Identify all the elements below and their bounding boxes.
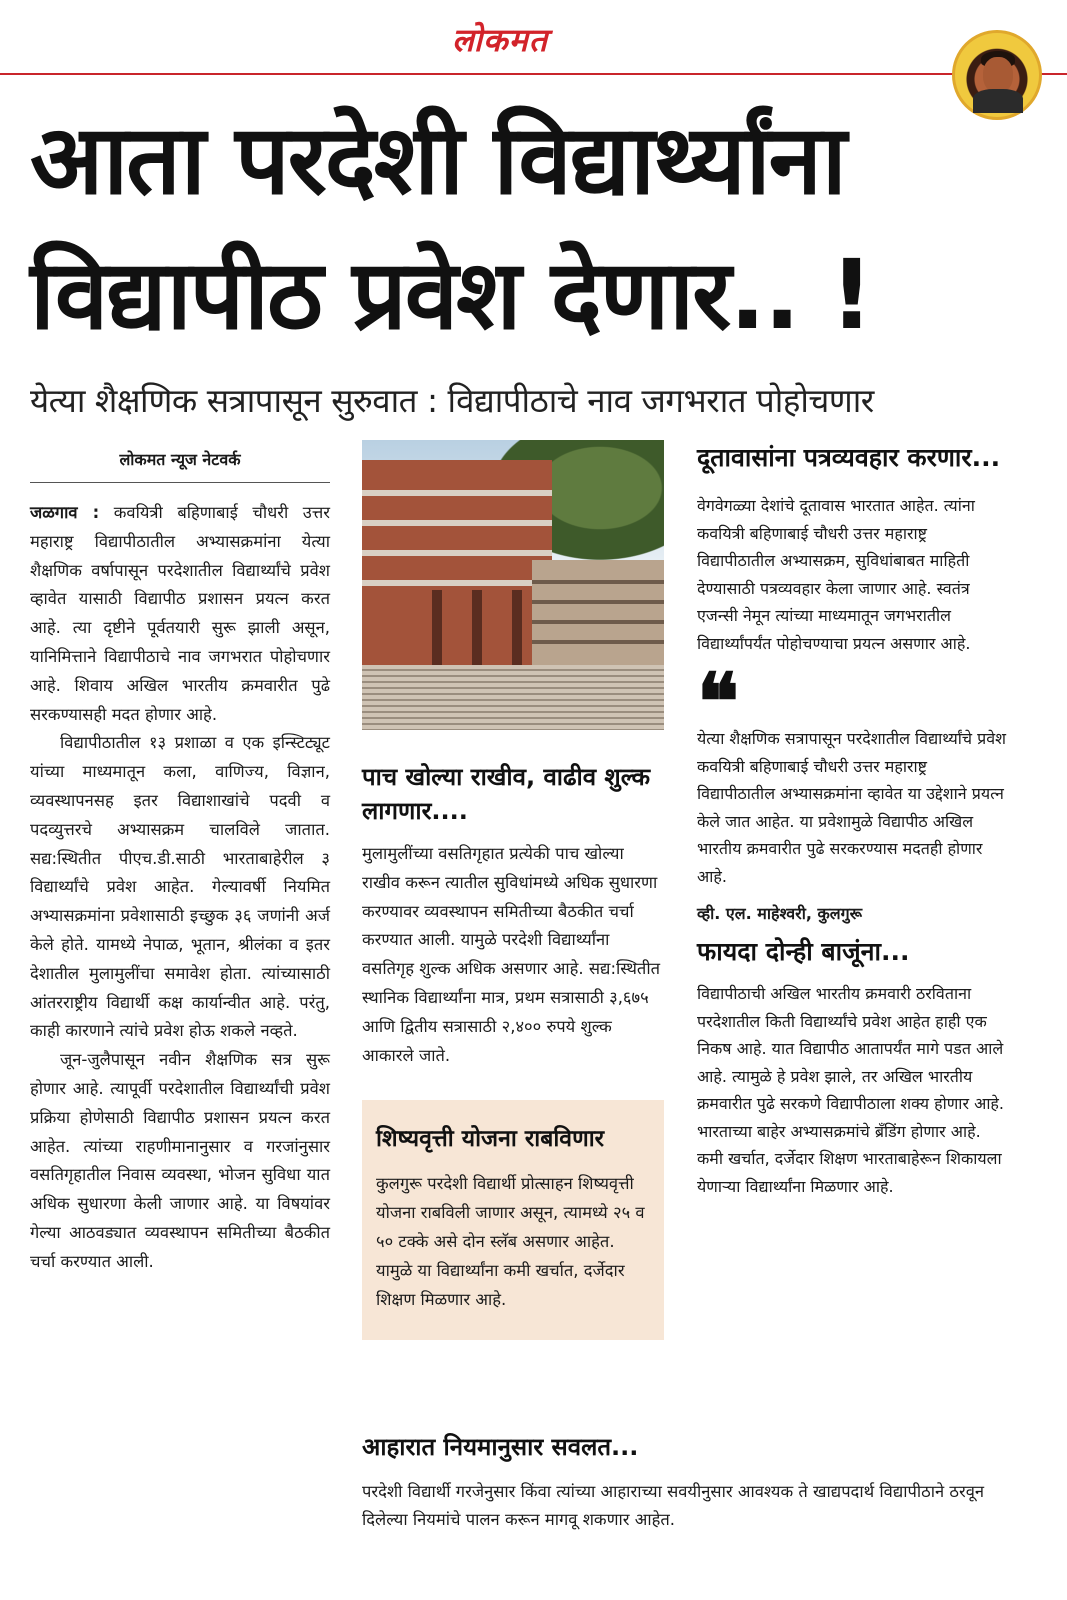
headline-line-1: आता परदेशी विद्यार्थ्यांना xyxy=(30,104,845,216)
byline: लोकमत न्यूज नेटवर्क xyxy=(30,448,330,483)
photo-steps xyxy=(362,665,664,730)
section-body-benefits: विद्यापीठाची अखिल भारतीय क्रमवारी ठरविताना परदेशातील किती विद्यार्थ्यांचे प्रवेश आहेत हाही एक निकष आहे. यात विद्यापीठ आतापर्यंत मागे पडत आले आहे. त्यामुळे हे प्रवेश झाले, तर अखिल भारतीय क्रमवारीत पुढे सरकणे विद्यापीठाला शक्य होणार आहे. भारताच्या बाहेर अभ्यासक्रमांचे ब्रॅंडिंग होणार आहे. कमी खर्चात, दर्जेदार शिक्षण भारताबाहेरून शिकायला येणाऱ्या विद्यार्थ्यांना मिळणार आहे. xyxy=(697,984,1005,1196)
newspaper-logo: लोकमत xyxy=(452,21,548,59)
photo-building xyxy=(362,460,552,670)
quote-author: व्ही. एल. माहेश्वरी, कुलगुरू xyxy=(697,904,863,923)
university-building-photo xyxy=(362,440,664,730)
quote-mark-icon: ❝ xyxy=(697,657,739,748)
section-title-rooms-fees: पाच खोल्या राखीव, वाढीव शुल्क लागणार.... xyxy=(362,763,651,825)
section-body-food: परदेशी विद्यार्थी गरजेनुसार किंवा त्यांच्या आहाराच्या सवयीनुसार आवश्यक ते खाद्यपदार्थ विद्यापीठाने ठरवून दिलेल्या नियमांचे पालन करून मागवू शकणार आहेत. xyxy=(362,1482,985,1529)
section-title-scholarship: शिष्यवृत्ती योजना राबविणार xyxy=(376,1126,605,1153)
headline-line-2: विद्यापीठ प्रवेश देणार.. ! xyxy=(30,239,872,351)
section-body-rooms-fees: मुलामुलींच्या वसतिगृहात प्रत्येकी पाच खोल्या राखीव करून त्यातील सुविधांमध्ये अधिक सुधारणा करण्यावर व्यवस्थापन समितीच्या बैठकीत चर्चा करण्यात आली. यामुळे परदेशी विद्यार्थ्यांना वसतिगृह शुल्क अधिक असणार आहे. सद्य:स्थितीत स्थानिक विद्यार्थ्यांना मात्र, प्रथम सत्रासाठी ३,६७५ आणि द्वितीय सत्रासाठी २,४०० रुपये शुल्क आकारले जाते. xyxy=(362,844,660,1065)
pull-quote: येत्या शैक्षणिक सत्रापासून परदेशातील विद्यार्थ्यांचे प्रवेश कवयित्री बहिणाबाई चौधरी उत्तर महाराष्ट्र विद्यापीठातील अभ्यासक्रमांना व्हावेत या उद्देशाने प्रयत्न केले जात आहेत. या प्रवेशामुळे विद्यापीठ अखिल भारतीय क्रमवारीत पुढे सरकरण्यास मदतही होणार आहे. xyxy=(697,729,1007,886)
paragraph-2: विद्यापीठातील १३ प्रशाळा व एक इन्स्टिट्यूट यांच्या माध्यमातून कला, वाणिज्य, विज्ञान, व्यवस्थापनसह इतर विद्याशाखांचे पदवी व पदव्युत्तरचे अभ्यासक्रम चालविले जातात. सद्य:स्थितीत पीएच.डी.साठी भारताबाहेरील ३ विद्यार्थ्यांचे प्रवेश आहेत. गेल्यावर्षी नियमित अभ्यासक्रमांना प्रवेशासाठी इच्छुक ३६ जणांनी अर्ज केले होते. यामध्ये नेपाळ, भूतान, श्रीलंका व इतर देशातील मुलामुलींचा समावेश होता. त्यांच्यासाठी आंतरराष्ट्रीय विद्यार्थी कक्ष कार्यान्वीत आहे. परंतु, काही कारणाने त्यांचे प्रवेश होऊ शकले नव्हते. xyxy=(30,733,330,1041)
paragraph-3: जून-जुलैपासून नवीन शैक्षणिक सत्र सुरू होणार आहे. त्यापूर्वी परदेशातील विद्यार्थ्यांची प्रवेश प्रक्रिया होणेसाठी विद्यापीठ प्रशासन प्रयत्न करत आहेत. त्यांच्या राहणीमानानुसार व गरजांनुसार वसतिगृहातील निवास व्यवस्था, भोजन सुविधा यात अधिक सुधारणा केली जाणार आहे. या विषयांवर गेल्या आठवड्यात व्यवस्थापन समितीच्या बैठकीत चर्चा करण्यात आली. xyxy=(30,1050,330,1271)
section-title-food: आहारात नियमानुसार सवलत... xyxy=(362,1433,639,1461)
avatar-face xyxy=(983,57,1013,93)
dateline: जळगाव : xyxy=(30,503,100,522)
article-body xyxy=(30,499,330,1277)
section-title-benefits: फायदा दोन्ही बाजूंना... xyxy=(697,937,910,966)
section-title-embassies: दूतावासांना पत्रव्यवहार करणार... xyxy=(697,443,1001,472)
section-body-embassies: वेगवेगळ्या देशांचे दूतावास भारतात आहेत. त्यांना कवयित्री बहिणाबाई चौधरी उत्तर महाराष्ट्र विद्यापीठातील अभ्यासक्रम, सुविधांबाबत माहिती देण्यासाठी पत्रव्यवहार केला जाणार आहे. स्वतंत्र एजन्सी नेमून त्यांच्या माध्यमातून जगभरातील विद्यार्थ्यांपर्यंत पोहोचण्याचा प्रयत्न असणार आहे. xyxy=(697,496,975,653)
section-body-scholarship: कुलगुरू परदेशी विद्यार्थी प्रोत्साहन शिष्यवृत्ती योजना राबविली जाणार असून, त्यामध्ये २५ व ५० टक्के असे दोन स्लॅब असणार आहेत. यामुळे या विद्यार्थ्यांना कमी खर्चात, दर्जेदार शिक्षण मिळणार आहे. xyxy=(376,1174,645,1309)
paragraph-1-text: कवयित्री बहिणाबाई चौधरी उत्तर महाराष्ट्र विद्यापीठातील अभ्यासक्रमांना येत्या शैक्षणिक वर्षापासून परदेशातील विद्यार्थ्यांचे प्रवेश व्हावेत यासाठी विद्यापीठ प्रशासन प्रयत्न करत आहे. त्या दृष्टीने पूर्वतयारी सुरू झाली असून, यानिमित्ताने विद्यापीठाचे नाव जगभरात पोहोचणार आहे. शिवाय अखिल भारतीय क्रमवारीत पुढे सरकण्यासही मदत होणार आहे. xyxy=(30,503,330,724)
masthead-rule xyxy=(0,73,1067,75)
photo-building-wing xyxy=(532,560,664,670)
subheadline: येत्या शैक्षणिक सत्रापासून सुरुवात : विद्यापीठाचे नाव जगभरात पोहोचणार xyxy=(30,381,874,420)
article-column-1 xyxy=(30,448,330,1277)
article-column-2 xyxy=(362,440,664,1340)
scholarship-box xyxy=(362,1100,664,1340)
article-column-3 xyxy=(697,440,1007,1200)
food-concession-block xyxy=(362,1430,1002,1534)
paragraph-1 xyxy=(30,499,330,729)
